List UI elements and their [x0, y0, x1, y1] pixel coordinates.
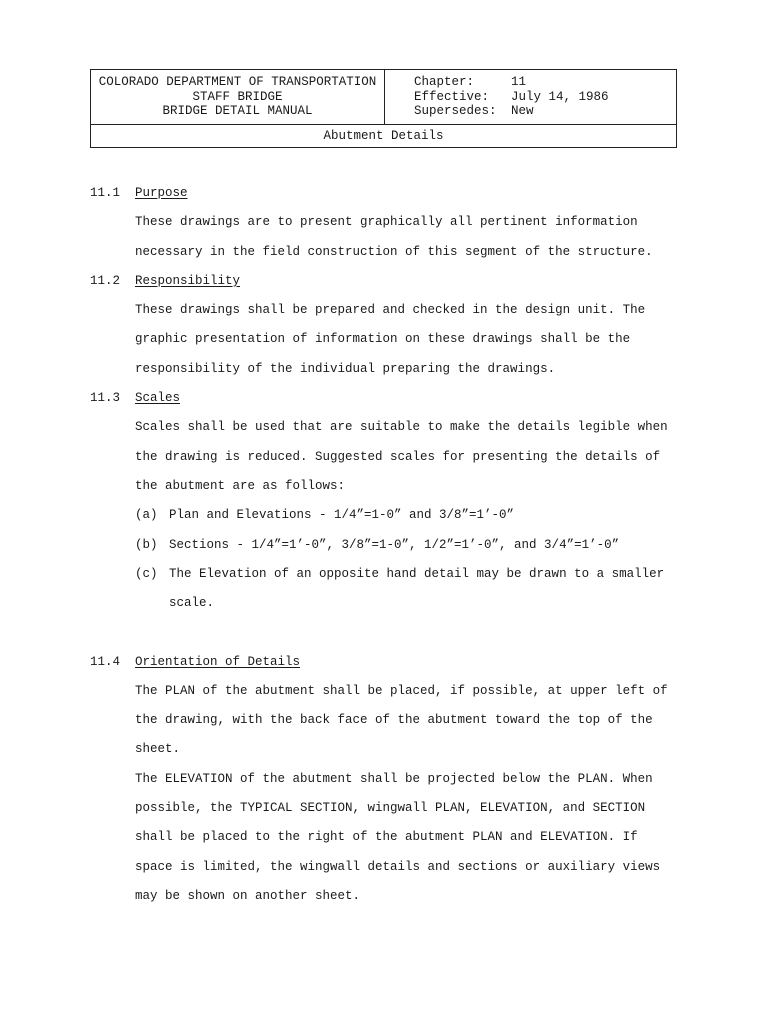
- paragraph-line: graphic presentation of information on these drawings shall be the: [135, 332, 631, 346]
- paragraph-line: The ELEVATION of the abutment shall be projected below the PLAN. When: [135, 772, 653, 786]
- header-meta: [385, 70, 676, 124]
- list-item-text: scale.: [169, 596, 215, 610]
- org-line: BRIDGE DETAIL MANUAL: [162, 104, 313, 118]
- org-line: STAFF BRIDGE: [192, 89, 283, 104]
- effective-label: Effective:: [414, 89, 490, 104]
- chapter-row: [414, 75, 676, 90]
- section-title: Scales: [135, 391, 181, 405]
- header-organization: [91, 70, 385, 124]
- section-title: Purpose: [135, 186, 188, 200]
- paragraph-line: possible, the TYPICAL SECTION, wingwall PLAN, ELEVATION, and SECTION: [135, 801, 646, 815]
- section-title: Orientation of Details: [135, 655, 301, 669]
- header-subject: Abutment Details: [91, 124, 676, 147]
- section-number: 11.3: [90, 391, 121, 405]
- paragraph-line: the drawing, with the back face of the abutment toward the top of the: [135, 713, 653, 727]
- section-number: 11.1: [90, 186, 121, 200]
- paragraph-line: space is limited, the wingwall details and sections or auxiliary views: [135, 860, 661, 874]
- list-item-text: Sections - 1/4”=1’-0”, 3/8”=1-0”, 1/2”=1’-0”, and 3/4”=1’-0”: [169, 538, 620, 552]
- supersedes-row: [414, 104, 676, 119]
- list-item-text: The Elevation of an opposite hand detail may be drawn to a smaller: [169, 567, 665, 581]
- paragraph-line: the drawing is reduced. Suggested scales for presenting the details of: [135, 450, 661, 464]
- paragraph-line: shall be placed to the right of the abutment PLAN and ELEVATION. If: [135, 830, 638, 844]
- paragraph-line: may be shown on another sheet.: [135, 889, 361, 903]
- paragraph-line: These drawings shall be prepared and checked in the design unit. The: [135, 303, 646, 317]
- chapter-value: 11: [511, 75, 527, 89]
- supersedes-value: New: [511, 104, 534, 118]
- section-number: 11.4: [90, 655, 121, 669]
- effective-value: July 14, 1986: [511, 89, 609, 104]
- list-marker: (b): [135, 538, 158, 552]
- org-line: COLORADO DEPARTMENT OF TRANSPORTATION: [98, 75, 377, 89]
- paragraph-line: Scales shall be used that are suitable to make the details legible when: [135, 420, 668, 434]
- effective-row: [414, 90, 676, 105]
- paragraph-line: The PLAN of the abutment shall be placed, if possible, at upper left of: [135, 684, 668, 698]
- paragraph-line: These drawings are to present graphically all pertinent information: [135, 215, 638, 229]
- document-header: [90, 69, 677, 148]
- paragraph-line: responsibility of the individual preparing the drawings.: [135, 362, 556, 376]
- list-marker: (a): [135, 508, 158, 522]
- list-item-text: Plan and Elevations - 1/4”=1-0” and 3/8”=1’-0”: [169, 508, 515, 522]
- chapter-label: Chapter:: [414, 75, 475, 89]
- section-number: 11.2: [90, 274, 121, 288]
- section-title: Responsibility: [135, 274, 241, 288]
- paragraph-line: the abutment are as follows:: [135, 479, 346, 493]
- paragraph-line: sheet.: [135, 742, 181, 756]
- list-marker: (c): [135, 567, 158, 581]
- paragraph-line: necessary in the field construction of this segment of the structure.: [135, 245, 653, 259]
- supersedes-label: Supersedes:: [414, 104, 497, 118]
